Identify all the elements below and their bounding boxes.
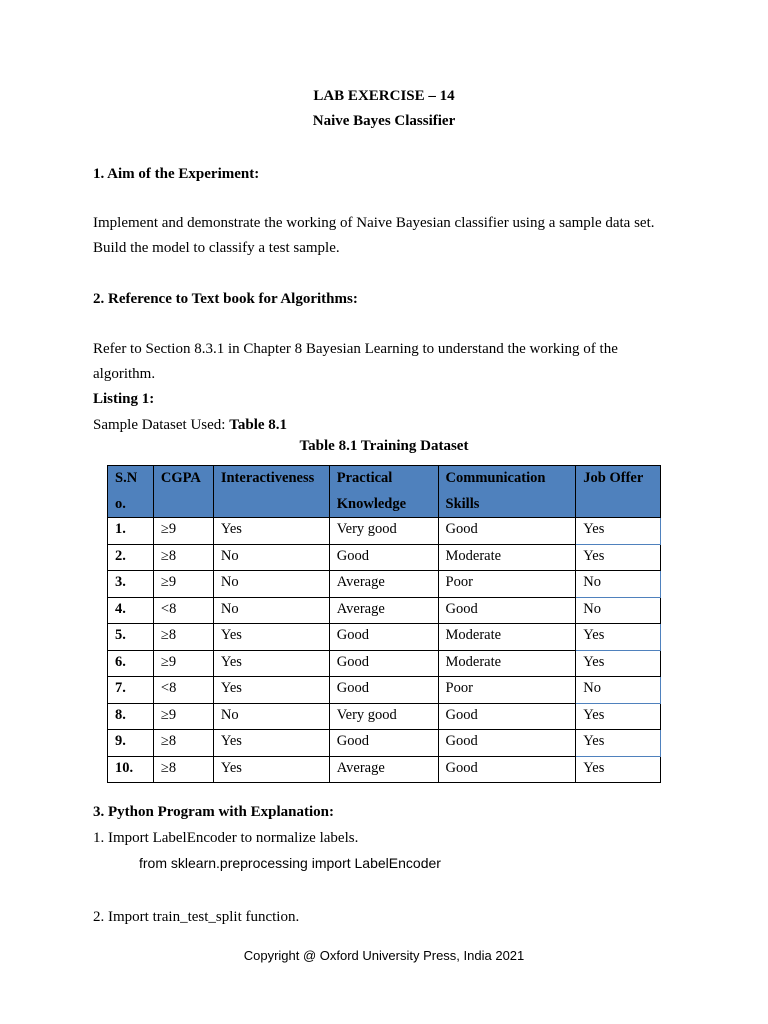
cell-practical-knowledge: Very good bbox=[329, 703, 438, 730]
header-line: Skills bbox=[445, 495, 480, 512]
cell-practical-knowledge: Good bbox=[329, 677, 438, 704]
cell-communication-skills: Moderate bbox=[438, 544, 576, 571]
cell-job-offer: Yes bbox=[576, 544, 661, 571]
cell-job-offer: No bbox=[576, 677, 661, 704]
table-body bbox=[108, 518, 661, 783]
cell-cgpa: ≥8 bbox=[153, 756, 213, 783]
cell-cgpa: ≥8 bbox=[153, 730, 213, 757]
cell-communication-skills: Good bbox=[438, 730, 576, 757]
table-row bbox=[108, 518, 661, 545]
cell-practical-knowledge: Good bbox=[329, 544, 438, 571]
cell-practical-knowledge: Average bbox=[329, 756, 438, 783]
aim-text-line-1: Implement and demonstrate the working of Naive Bayesian classifier using a sample data set. bbox=[93, 215, 655, 231]
column-header-practical-knowledge bbox=[329, 466, 438, 518]
table-caption: Table 8.1 Training Dataset bbox=[299, 438, 469, 454]
column-header-sno bbox=[108, 466, 154, 518]
header-line: Communication bbox=[445, 470, 546, 486]
column-header-job-offer bbox=[576, 466, 661, 518]
cell-cgpa: ≥8 bbox=[153, 624, 213, 651]
table-row bbox=[108, 677, 661, 704]
cell-cgpa: <8 bbox=[153, 677, 213, 704]
cell-interactiveness: No bbox=[213, 597, 329, 624]
cell-sno: 10. bbox=[108, 756, 154, 783]
cell-interactiveness: Yes bbox=[213, 518, 329, 545]
cell-sno: 4. bbox=[108, 597, 154, 624]
cell-communication-skills: Poor bbox=[438, 571, 576, 598]
sample-dataset-line bbox=[93, 413, 693, 438]
cell-sno: 7. bbox=[108, 677, 154, 704]
table-row bbox=[108, 650, 661, 677]
aim-text-line-2: Build the model to classify a test sample. bbox=[93, 240, 340, 256]
cell-interactiveness: No bbox=[213, 703, 329, 730]
cell-cgpa: <8 bbox=[153, 597, 213, 624]
program-step-2: 2. Import train_test_split function. bbox=[93, 909, 300, 925]
code-import-labelencoder: from sklearn.preprocessing import LabelEncoder bbox=[139, 855, 441, 871]
cell-sno: 1. bbox=[108, 518, 154, 545]
cell-interactiveness: No bbox=[213, 544, 329, 571]
cell-interactiveness: Yes bbox=[213, 756, 329, 783]
cell-communication-skills: Moderate bbox=[438, 624, 576, 651]
cell-job-offer: Yes bbox=[576, 730, 661, 757]
cell-cgpa: ≥9 bbox=[153, 650, 213, 677]
cell-cgpa: ≥9 bbox=[153, 518, 213, 545]
header-line: Practical bbox=[336, 470, 393, 486]
program-step-1: 1. Import LabelEncoder to normalize labels. bbox=[93, 830, 359, 846]
cell-communication-skills: Moderate bbox=[438, 650, 576, 677]
reference-text-line-1: Refer to Section 8.3.1 in Chapter 8 Bayesian Learning to understand the working of the bbox=[93, 341, 618, 357]
cell-communication-skills: Poor bbox=[438, 677, 576, 704]
cell-practical-knowledge: Good bbox=[329, 730, 438, 757]
cell-cgpa: ≥9 bbox=[153, 703, 213, 730]
table-header-row bbox=[108, 466, 661, 518]
cell-job-offer: Yes bbox=[576, 624, 661, 651]
cell-cgpa: ≥9 bbox=[153, 571, 213, 598]
header-line: Job Offer bbox=[583, 470, 644, 486]
cell-sno: 2. bbox=[108, 544, 154, 571]
cell-sno: 8. bbox=[108, 703, 154, 730]
sample-dataset-prefix: Sample Dataset Used: bbox=[93, 417, 230, 433]
cell-communication-skills: Good bbox=[438, 597, 576, 624]
cell-interactiveness: Yes bbox=[213, 650, 329, 677]
cell-sno: 9. bbox=[108, 730, 154, 757]
column-header-communication-skills bbox=[438, 466, 576, 518]
program-heading: 3. Python Program with Explanation: bbox=[93, 804, 334, 820]
cell-communication-skills: Good bbox=[438, 703, 576, 730]
cell-practical-knowledge: Average bbox=[329, 571, 438, 598]
aim-heading: 1. Aim of the Experiment: bbox=[93, 166, 260, 182]
cell-job-offer: Yes bbox=[576, 518, 661, 545]
table-row bbox=[108, 544, 661, 571]
table-row bbox=[108, 756, 661, 783]
cell-practical-knowledge: Good bbox=[329, 624, 438, 651]
header-line: Interactiveness bbox=[220, 470, 315, 486]
header-line: Knowledge bbox=[336, 495, 407, 512]
copyright-footer: Copyright @ Oxford University Press, India 2021 bbox=[243, 948, 525, 963]
training-dataset-table bbox=[107, 465, 661, 783]
listing-label: Listing 1: bbox=[93, 391, 155, 407]
header-line: S.N bbox=[115, 470, 138, 486]
page-subtitle: Naive Bayes Classifier bbox=[312, 113, 456, 129]
cell-communication-skills: Good bbox=[438, 518, 576, 545]
table-row bbox=[108, 624, 661, 651]
cell-interactiveness: Yes bbox=[213, 730, 329, 757]
cell-job-offer: Yes bbox=[576, 703, 661, 730]
cell-job-offer: No bbox=[576, 597, 661, 624]
cell-job-offer: Yes bbox=[576, 756, 661, 783]
table-row bbox=[108, 597, 661, 624]
table-row bbox=[108, 703, 661, 730]
cell-practical-knowledge: Good bbox=[329, 650, 438, 677]
cell-cgpa: ≥8 bbox=[153, 544, 213, 571]
cell-interactiveness: Yes bbox=[213, 677, 329, 704]
cell-interactiveness: No bbox=[213, 571, 329, 598]
cell-sno: 3. bbox=[108, 571, 154, 598]
cell-sno: 5. bbox=[108, 624, 154, 651]
cell-interactiveness: Yes bbox=[213, 624, 329, 651]
cell-job-offer: Yes bbox=[576, 650, 661, 677]
cell-practical-knowledge: Average bbox=[329, 597, 438, 624]
sample-dataset-table-ref: Table 8.1 bbox=[229, 417, 288, 433]
table-row bbox=[108, 571, 661, 598]
header-line: o. bbox=[115, 495, 126, 512]
cell-sno: 6. bbox=[108, 650, 154, 677]
header-line: CGPA bbox=[160, 470, 201, 486]
cell-communication-skills: Good bbox=[438, 756, 576, 783]
table-row bbox=[108, 730, 661, 757]
column-header-cgpa bbox=[153, 466, 213, 518]
lab-exercise-title: LAB EXERCISE – 14 bbox=[313, 88, 455, 104]
cell-practical-knowledge: Very good bbox=[329, 518, 438, 545]
reference-heading: 2. Reference to Text book for Algorithms: bbox=[93, 291, 358, 307]
cell-job-offer: No bbox=[576, 571, 661, 598]
column-header-interactiveness bbox=[213, 466, 329, 518]
reference-text-line-2: algorithm. bbox=[93, 366, 156, 382]
